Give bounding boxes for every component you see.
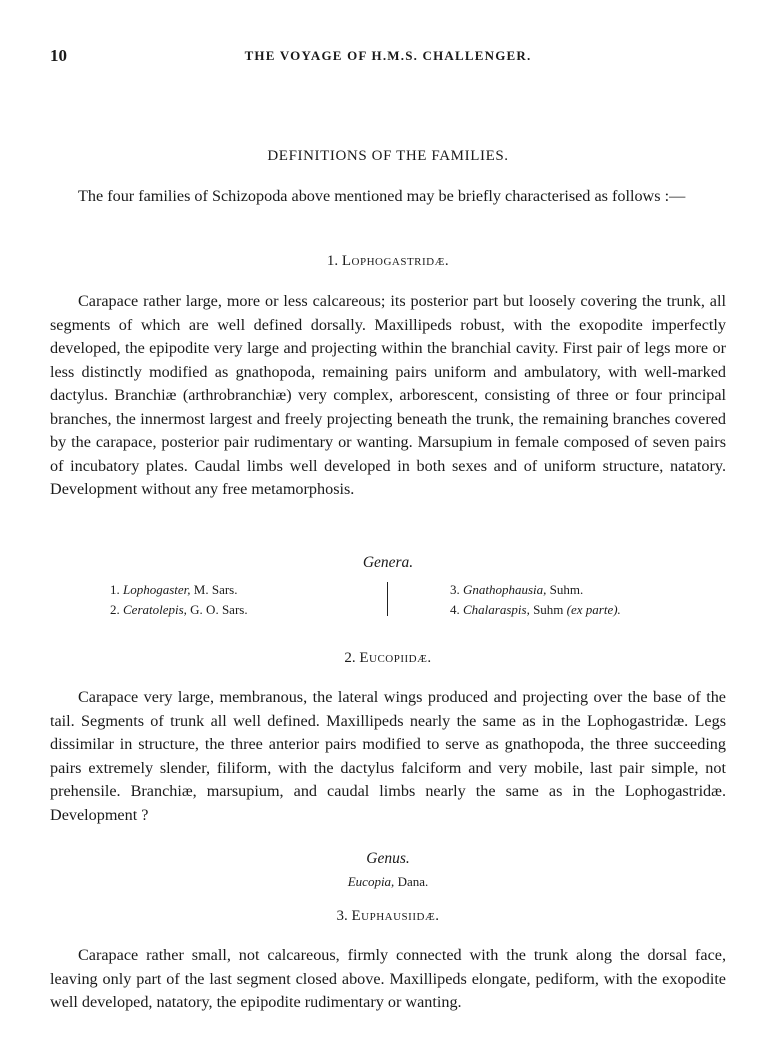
family-heading-euphausiidae <box>50 908 726 925</box>
family-name: Lophogastridæ. <box>341 253 450 269</box>
running-head <box>50 46 726 68</box>
genera-column-left <box>110 580 248 620</box>
description-text: Carapace rather large, more or less calcareous; its posterior part but loosely covering the trunk, all segments of which are well defined dorsally. Maxillipeds robust, with the exopodite imperfectly developed, the epipodite very large and projecting within the branchial cavity. First pair of legs more or less distinctly modified as gnathopoda, remaining pairs uniform and ambulatory, with well-marked dactylus. Branchiæ (arthrobranchiæ) very complex, arborescent, consisting of three or four principal branches, the innermost largest and freely projecting beneath the trunk, the remaining branches covered by the carapace, posterior pair rudimentary or wanting. Marsupium in female composed of seven pairs of incubatory plates. Caudal limbs well developed in both sexes and of uniform structure, natatory. Development without any free metamorphosis. <box>50 292 726 498</box>
description-text: Carapace very large, membranous, the lateral wings produced and projecting over the base of the tail. Segments of trunk all well defined. Maxillipeds nearly the same as in the Lophogastridæ. Legs dissimilar in structure, the three anterior pairs modified to serve as gnathopoda, the three succeeding pairs extremely slender, filiform, with the dactylus falciform and very mobile, last pair simple, not prehensile. Branchiæ, marsupium, and caudal limbs nearly the same as in the Lophogastridæ. Development ? <box>50 688 726 824</box>
genus-name: Chalaraspis, <box>463 602 530 617</box>
family-heading-eucopiidae <box>50 650 726 667</box>
genus-author: Suhm. <box>549 582 584 597</box>
genus-number: 3. <box>450 582 460 597</box>
genus-number: 2. <box>110 602 120 617</box>
page-number: 10 <box>50 46 67 65</box>
family-name: Euphausiidæ. <box>351 908 440 924</box>
description-text: Carapace rather small, not calcareous, firmly connected with the trunk along the dorsal face, leaving only part of the last segment closed above. Maxillipeds elongate, pediform, with the exopodite well developed, natatory, the epipodite rudimentary or wanting. <box>50 946 726 1011</box>
genus-author: G. O. Sars. <box>190 602 248 617</box>
family-description-eucopiidae <box>50 686 726 827</box>
genus-name: Eucopia, <box>347 874 395 889</box>
family-number: 3. <box>336 908 348 924</box>
intro-paragraph <box>50 185 726 209</box>
genus-note: (ex parte). <box>566 602 621 617</box>
genus-author: Dana. <box>397 874 429 889</box>
genus-entry <box>450 600 621 620</box>
genus-entry <box>110 580 248 600</box>
intro-text: The four families of Schizopoda above mentioned may be briefly characterised as follows :— <box>78 187 686 205</box>
genus-name: Lophogaster, <box>123 582 191 597</box>
family-description-lophogastridae <box>50 290 726 502</box>
genus-name: Gnathophausia, <box>463 582 547 597</box>
genus-number: 4. <box>450 602 460 617</box>
genus-author: M. Sars. <box>193 582 238 597</box>
column-divider <box>387 582 388 616</box>
family-name: Eucopiidæ. <box>359 650 432 666</box>
genus-entry <box>450 580 621 600</box>
genus-author: Suhm <box>533 602 564 617</box>
family-description-euphausiidae <box>50 944 726 1015</box>
genera-list <box>110 580 670 620</box>
family-number: 1. <box>326 253 339 269</box>
genus-entry <box>110 600 248 620</box>
family-heading-lophogastridae <box>50 253 726 270</box>
family-number: 2. <box>344 650 356 666</box>
genus-name: Ceratolepis, <box>123 602 187 617</box>
section-title: DEFINITIONS OF THE FAMILIES. <box>267 148 509 164</box>
genus-entry <box>50 874 726 890</box>
running-title: THE VOYAGE OF H.M.S. CHALLENGER. <box>244 48 532 63</box>
genera-column-right <box>450 580 621 620</box>
genera-label: Genera. <box>362 554 414 571</box>
genus-number: 1. <box>110 582 120 597</box>
genus-label: Genus. <box>366 850 410 867</box>
